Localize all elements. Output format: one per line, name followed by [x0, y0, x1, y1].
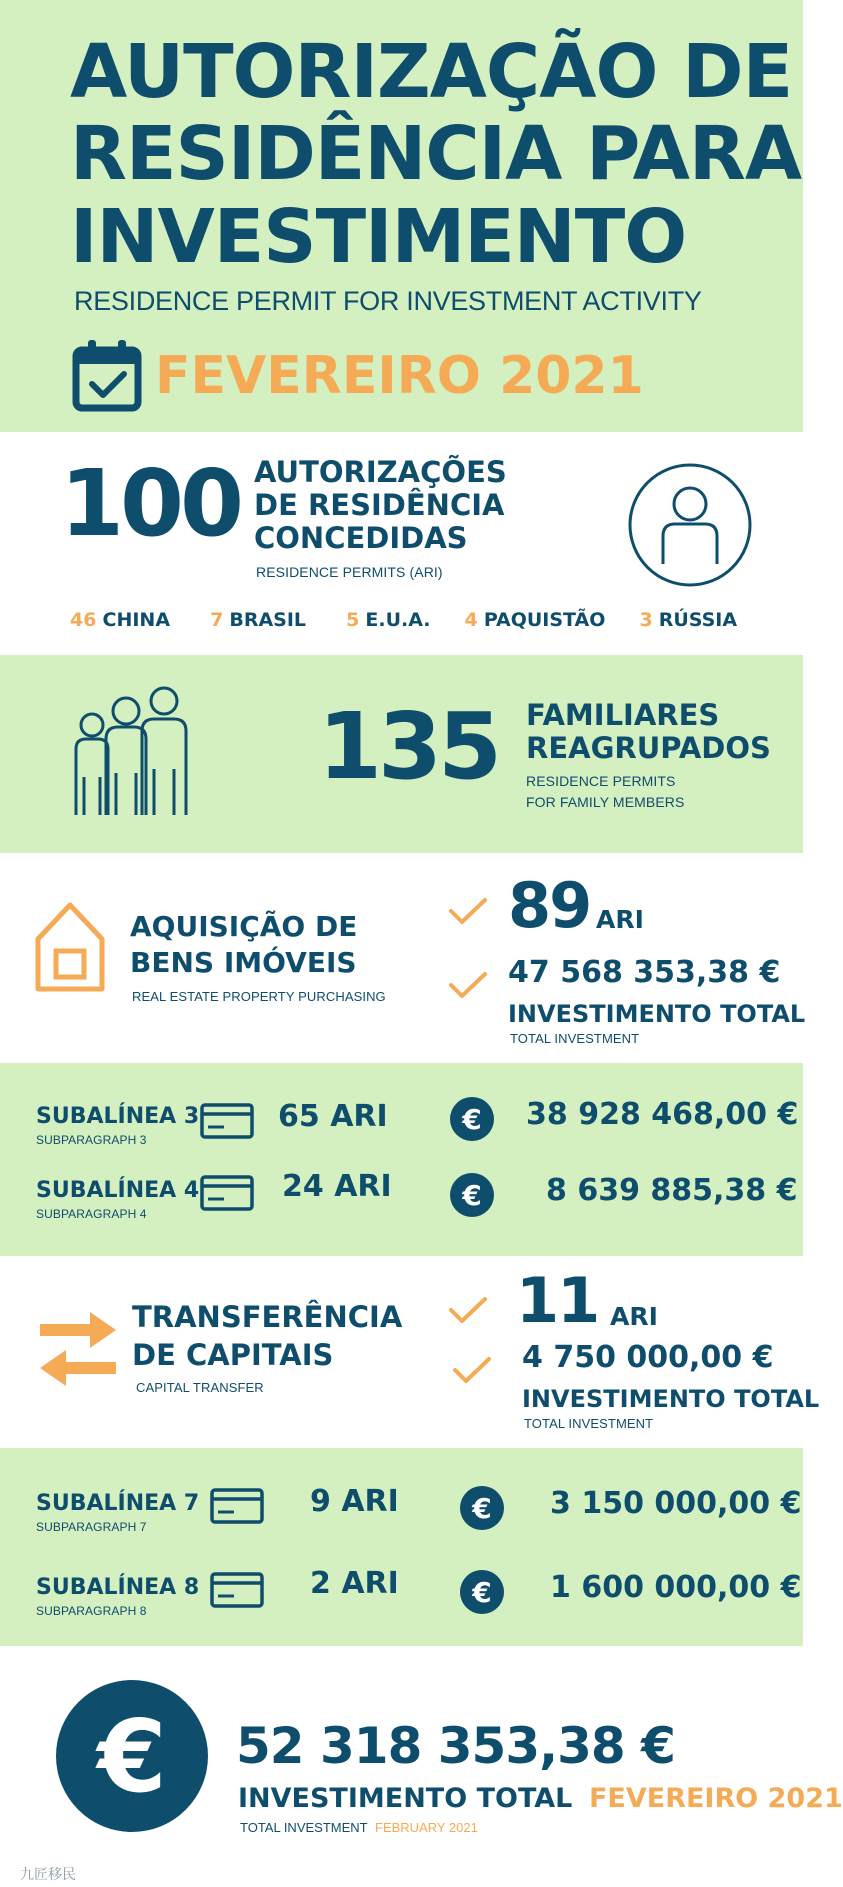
real-estate-ari-count: 89	[508, 869, 591, 942]
sub-amount: 38 928 468,00 €	[526, 1097, 799, 1132]
real-estate-total-label: INVESTIMENTO TOTAL	[508, 1000, 806, 1028]
family-group-icon	[68, 687, 198, 817]
sub-label-en: SUBPARAGRAPH 7	[36, 1520, 147, 1534]
permits-subtitle: RESIDENCE PERMITS (ARI)	[256, 564, 443, 580]
sub-amount: 1 600 000,00 €	[550, 1570, 802, 1605]
permits-title-3: CONCEDIDAS	[254, 521, 468, 555]
country-count: 4	[464, 609, 478, 631]
sub-label: SUBALÍNEA 8	[36, 1575, 200, 1600]
country-count: 46	[70, 609, 97, 631]
total-amount: 52 318 353,38 €	[236, 1717, 675, 1775]
sub-capital-section	[0, 1448, 803, 1646]
credit-card-icon	[200, 1103, 254, 1139]
sub-label: SUBALÍNEA 4	[36, 1178, 200, 1203]
sub-label-en: SUBPARAGRAPH 3	[36, 1133, 147, 1147]
person-circle-icon	[625, 460, 755, 590]
credit-card-icon	[200, 1175, 254, 1211]
calendar-check-icon	[72, 340, 142, 412]
capital-ari-label: ARI	[610, 1302, 658, 1331]
real-estate-section	[0, 853, 806, 1063]
country-name: E.U.A.	[365, 609, 431, 631]
sub-label: SUBALÍNEA 7	[36, 1491, 200, 1516]
house-icon	[34, 899, 106, 993]
euro-coin-icon: €	[450, 1173, 494, 1217]
sub-ari: 2 ARI	[310, 1566, 399, 1601]
sub-label-en: SUBPARAGRAPH 4	[36, 1207, 147, 1221]
country-name: BRASIL	[229, 609, 307, 631]
sub-label: SUBALÍNEA 3	[36, 1104, 200, 1129]
capital-amount: 4 750 000,00 €	[522, 1340, 774, 1375]
country-name: RÚSSIA	[658, 609, 738, 631]
watermark: 九匠移民	[20, 1867, 76, 1883]
capital-total-label: INVESTIMENTO TOTAL	[522, 1385, 820, 1413]
total-section	[0, 1646, 843, 1887]
total-label-row	[238, 1782, 843, 1816]
header-section	[0, 0, 803, 432]
real-estate-amount: 47 568 353,38 €	[508, 955, 781, 990]
real-estate-title-1: AQUISIÇÃO DE	[130, 910, 358, 943]
transfer-arrows-icon	[38, 1312, 118, 1386]
permits-title-1: AUTORIZAÇÕES	[254, 455, 507, 489]
euro-symbol-icon: €	[56, 1680, 208, 1832]
total-sub-period: FEBRUARY 2021	[375, 1820, 478, 1835]
total-label: INVESTIMENTO TOTAL	[238, 1783, 573, 1814]
real-estate-subtitle: REAL ESTATE PROPERTY PURCHASING	[132, 989, 386, 1004]
page-subtitle: RESIDENCE PERMIT FOR INVESTMENT ACTIVITY	[74, 286, 702, 316]
credit-card-icon	[210, 1572, 264, 1608]
family-subtitle-2: FOR FAMILY MEMBERS	[526, 794, 685, 810]
credit-card-icon	[210, 1488, 264, 1524]
permits-section	[0, 432, 803, 655]
sub-ari: 9 ARI	[310, 1484, 399, 1519]
family-title-1: FAMILIARES	[526, 698, 720, 732]
euro-coin-icon: €	[460, 1486, 504, 1530]
title-line-2: RESIDÊNCIA PARA	[70, 111, 802, 197]
real-estate-ari-label: ARI	[596, 905, 644, 934]
sub-amount: 3 150 000,00 €	[550, 1486, 802, 1521]
total-sub-label: TOTAL INVESTMENT	[240, 1820, 368, 1835]
check-icon	[452, 1356, 492, 1386]
total-sub-row	[240, 1820, 478, 1835]
sub-ari: 65 ARI	[278, 1099, 388, 1134]
capital-title-2: DE CAPITAIS	[132, 1338, 334, 1372]
country-list	[70, 608, 737, 632]
permits-title-2: DE RESIDÊNCIA	[254, 488, 505, 522]
title-line-1: AUTORIZAÇÃO DE	[70, 29, 793, 115]
sub-ari: 24 ARI	[282, 1169, 392, 1204]
sub-label-en: SUBPARAGRAPH 8	[36, 1604, 147, 1618]
total-period: FEVEREIRO 2021	[588, 1783, 843, 1814]
family-number: 135	[318, 693, 499, 800]
capital-section	[0, 1256, 820, 1448]
capital-total-sub: TOTAL INVESTMENT	[524, 1416, 654, 1431]
country-count: 5	[346, 609, 360, 631]
sub-real-estate-section	[0, 1063, 803, 1256]
period-label: FEVEREIRO 2021	[155, 346, 644, 406]
country-name: PAQUISTÃO	[483, 609, 606, 631]
country-count: 3	[639, 609, 653, 631]
capital-title-1: TRANSFERÊNCIA	[132, 1300, 403, 1334]
permits-number: 100	[60, 450, 241, 557]
country-name: CHINA	[102, 609, 171, 631]
sub-amount: 8 639 885,38 €	[546, 1173, 798, 1208]
check-icon	[448, 1296, 488, 1326]
capital-ari-count: 11	[516, 1264, 599, 1337]
country-count: 7	[210, 609, 224, 631]
real-estate-title-2: BENS IMÓVEIS	[130, 946, 357, 979]
family-section	[0, 655, 803, 853]
real-estate-total-sub: TOTAL INVESTMENT	[510, 1031, 640, 1046]
check-icon	[448, 897, 488, 927]
check-icon	[448, 971, 488, 1001]
family-title-2: REAGRUPADOS	[526, 731, 771, 765]
euro-coin-icon: €	[450, 1097, 494, 1141]
capital-subtitle: CAPITAL TRANSFER	[136, 1380, 264, 1395]
title-line-3: INVESTIMENTO	[70, 194, 687, 280]
euro-coin-icon: €	[460, 1570, 504, 1614]
family-subtitle-1: RESIDENCE PERMITS	[526, 773, 676, 789]
